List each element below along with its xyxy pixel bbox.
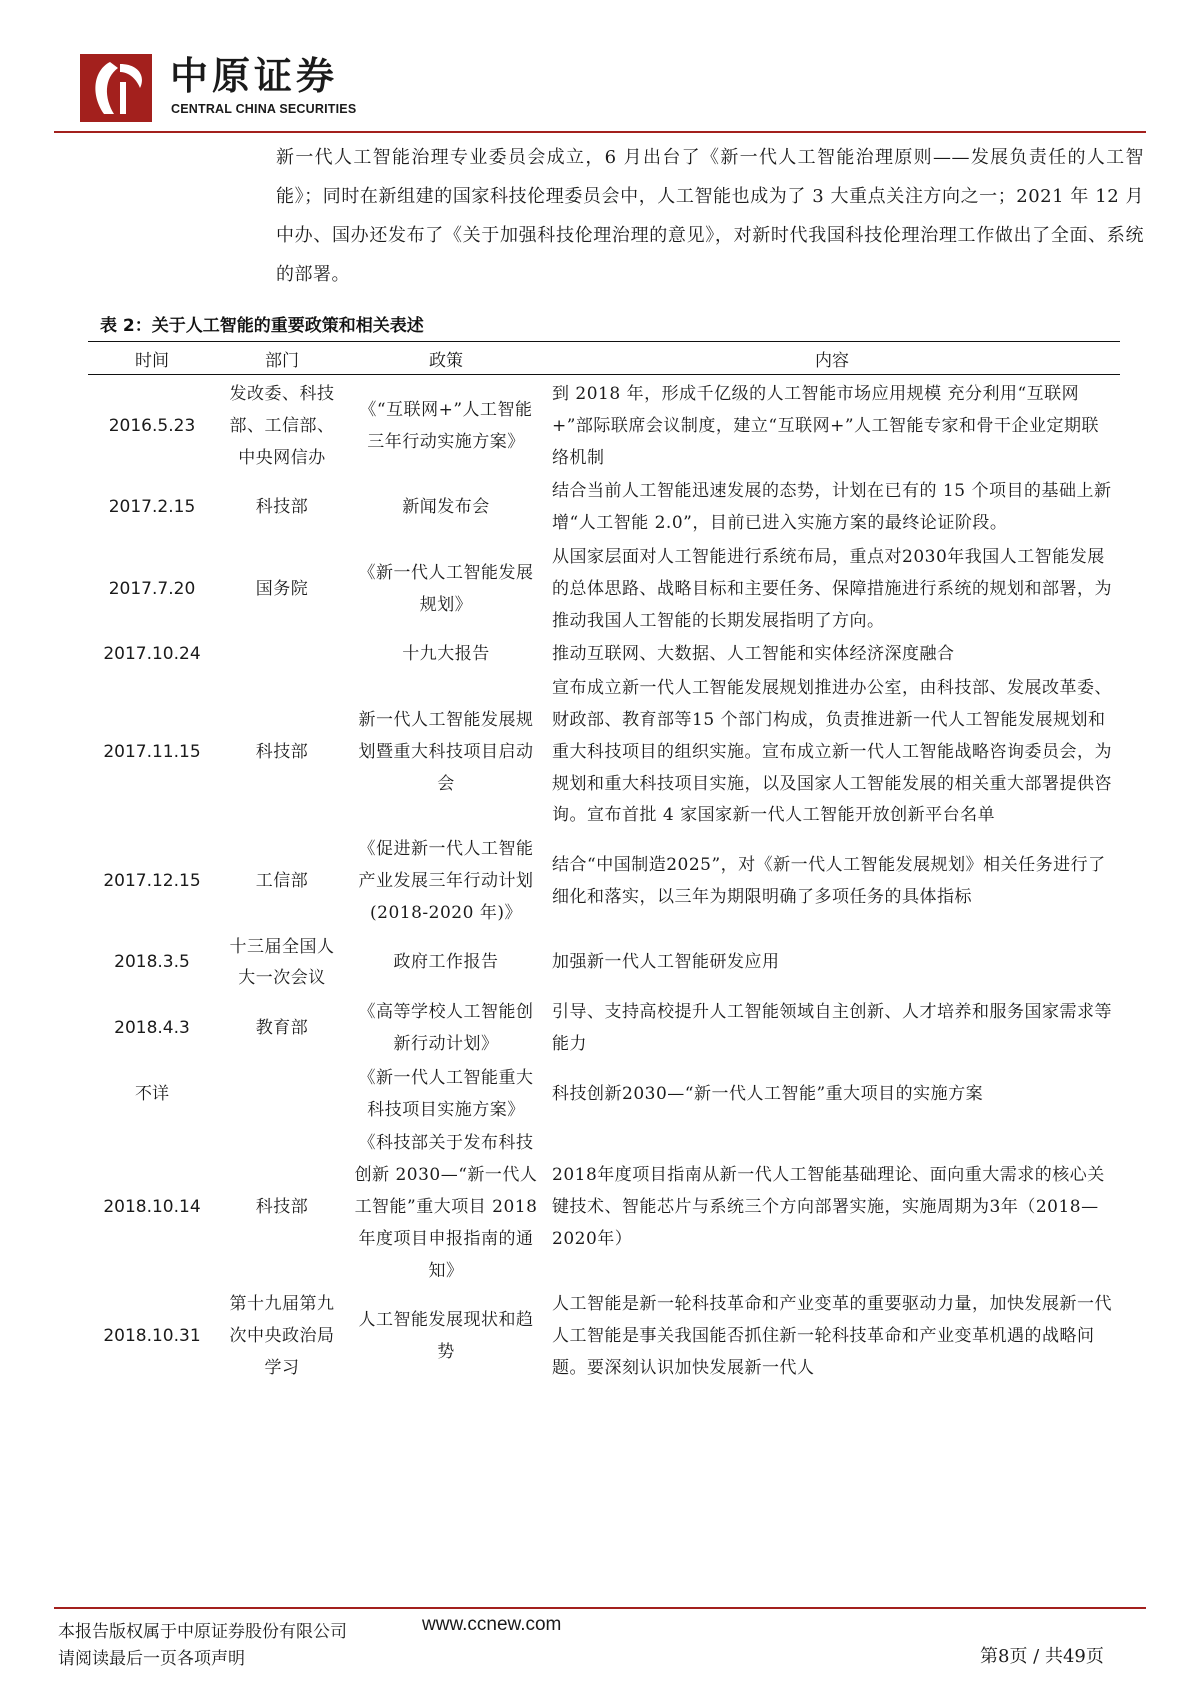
central-china-securities-logo-icon [80, 54, 152, 122]
logo-chinese-name: 中原证券 [170, 54, 339, 98]
cell-date: 不详 [135, 1083, 169, 1104]
table-row [88, 1127, 1120, 1288]
cell-content: 人工智能是新一轮科技革命和产业变革的重要驱动力量，加快发展新一代人工智能是事关我国能否抓住新一轮科技革命和产业变革机遇的战略问题。要深刻认识加快发展新一代人 [552, 1294, 1112, 1378]
cell-policy: 《高等学校人工智能创新行动计划》 [358, 1002, 534, 1054]
table-row [88, 931, 1120, 997]
cell-policy: 新闻发布会 [402, 497, 490, 518]
cell-content: 2018年度项目指南从新一代人工智能基础理论、面向重大需求的核心关键技术、智能芯片与系统三个方向部署实施，实施周期为3年（2018—2020年） [552, 1165, 1105, 1249]
table-row [88, 996, 1120, 1062]
cell-dept: 工信部 [255, 870, 309, 891]
cell-dept: 教育部 [255, 1018, 309, 1039]
cell-date: 2017.12.15 [103, 870, 201, 891]
table-caption: 表 2：关于人工智能的重要政策和相关表述 [100, 316, 424, 336]
footer-disclaimer-notice: 请阅读最后一页各项声明 [58, 1649, 245, 1669]
cell-dept: 科技部 [255, 497, 309, 518]
cell-content: 到 2018 年，形成千亿级的人工智能市场应用规模 充分利用“互联网+”部际联席会议制度，建立“互联网+”人工智能专家和骨干企业定期联络机制 [552, 384, 1100, 468]
cell-content: 宣布成立新一代人工智能发展规划推进办公室，由科技部、发展改革委、财政部、教育部等15 个部门构成，负责推进新一代人工智能发展规划和重大科技项目的组织实施。宣布成立新一代人工智能战略咨询委员会，为规划和重大科技项目实施，以及国家人工智能发展的相关重大部署提供咨询。宣布首批 4 家国家新一代人工智能开放创新平台名单 [552, 678, 1112, 826]
footer-divider [54, 1607, 1146, 1609]
cell-date: 2016.5.23 [108, 415, 196, 436]
table-row [88, 672, 1120, 833]
cell-policy: 《科技部关于发布科技创新 2030—“新一代人工智能”重大项目 2018 年度项目申报指南的通知》 [354, 1133, 538, 1281]
cell-policy: 人工智能发展现状和趋势 [358, 1310, 534, 1362]
cell-date: 2017.10.24 [103, 644, 201, 665]
cell-content: 推动互联网、大数据、人工智能和实体经济深度融合 [552, 644, 955, 665]
header-dept: 部门 [216, 342, 348, 375]
cell-dept [216, 638, 348, 672]
cell-dept: 科技部 [255, 741, 309, 762]
cell-content: 结合“中国制造2025”，对《新一代人工智能发展规划》相关任务进行了细化和落实，以三年为期限明确了多项任务的具体指标 [552, 855, 1106, 907]
header-date: 时间 [88, 342, 216, 375]
cell-dept: 第十九届第九次中央政治局学习 [229, 1294, 335, 1378]
cell-date: 2018.3.5 [114, 952, 190, 973]
cell-content: 引导、支持高校提升人工智能领域自主创新、人才培养和服务国家需求等能力 [552, 1002, 1112, 1054]
page-header [0, 0, 1200, 140]
cell-content: 从国家层面对人工智能进行系统布局，重点对2030年我国人工智能发展的总体思路、战略目标和主要任务、保障措施进行系统的规划和部署，为推动我国人工智能的长期发展指明了方向。 [552, 546, 1112, 631]
header-divider [54, 131, 1146, 133]
table-row [88, 833, 1120, 930]
cell-policy: 《新一代人工智能重大科技项目实施方案》 [358, 1067, 534, 1120]
intro-paragraph: 新一代人工智能治理专业委员会成立，6 月出台了《新一代人工智能治理原则——发展负责任的人工智能》；同时在新组建的国家科技伦理委员会中，人工智能也成为了 3 大重点关注方向之一；2021 年 12 月中办、国办还发布了《关于加强科技伦理治理的意见》，对新时代我国科技伦理治理工作做出了全面、系统的部署。 [276, 147, 1144, 285]
cell-dept [216, 1062, 348, 1128]
table-row [88, 475, 1120, 541]
cell-policy: 《“互联网+”人工智能三年行动实施方案》 [359, 399, 533, 452]
cell-dept: 十三届全国人大一次会议 [229, 936, 335, 989]
footer-website-link[interactable]: www.ccnew.com [422, 1614, 562, 1635]
table-row [88, 1288, 1120, 1385]
footer-copyright: 本报告版权属于中原证券股份有限公司 [58, 1622, 347, 1642]
cell-date: 2017.11.15 [103, 741, 201, 762]
cell-policy: 《新一代人工智能发展规划》 [358, 562, 534, 615]
cell-dept: 发改委、科技部、工信部、中央网信办 [229, 384, 335, 468]
cell-content: 结合当前人工智能迅速发展的态势，计划在已有的 15 个项目的基础上新增“人工智能 2.0”，目前已进入实施方案的最终论证阶段。 [552, 481, 1112, 534]
header-policy: 政策 [348, 342, 544, 375]
cell-date: 2018.10.31 [103, 1326, 201, 1347]
table-header-row [88, 342, 1120, 375]
cell-dept: 国务院 [255, 578, 309, 599]
cell-policy: 十九大报告 [402, 644, 490, 665]
cell-date: 2018.4.3 [114, 1018, 190, 1039]
table-row [88, 541, 1120, 638]
cell-policy: 政府工作报告 [393, 952, 499, 973]
cell-policy: 《促进新一代人工智能产业发展三年行动计划(2018-2020 年)》 [358, 839, 534, 923]
table-row [88, 1062, 1120, 1128]
cell-content: 科技创新2030—“新一代人工智能”重大项目的实施方案 [552, 1083, 984, 1104]
cell-content: 加强新一代人工智能研发应用 [552, 952, 780, 973]
cell-date: 2017.7.20 [108, 578, 196, 599]
policy-table [88, 341, 1120, 1386]
table-row [88, 375, 1120, 476]
cell-dept: 科技部 [255, 1196, 309, 1217]
cell-policy: 新一代人工智能发展规划暨重大科技项目启动会 [358, 709, 534, 794]
logo-english-name: CENTRAL CHINA SECURITIES [171, 102, 357, 116]
table-row [88, 638, 1120, 672]
cell-date: 2018.10.14 [103, 1196, 201, 1217]
header-content: 内容 [544, 342, 1120, 375]
page-number: 第8页 / 共49页 [980, 1646, 1104, 1667]
cell-date: 2017.2.15 [108, 497, 196, 518]
